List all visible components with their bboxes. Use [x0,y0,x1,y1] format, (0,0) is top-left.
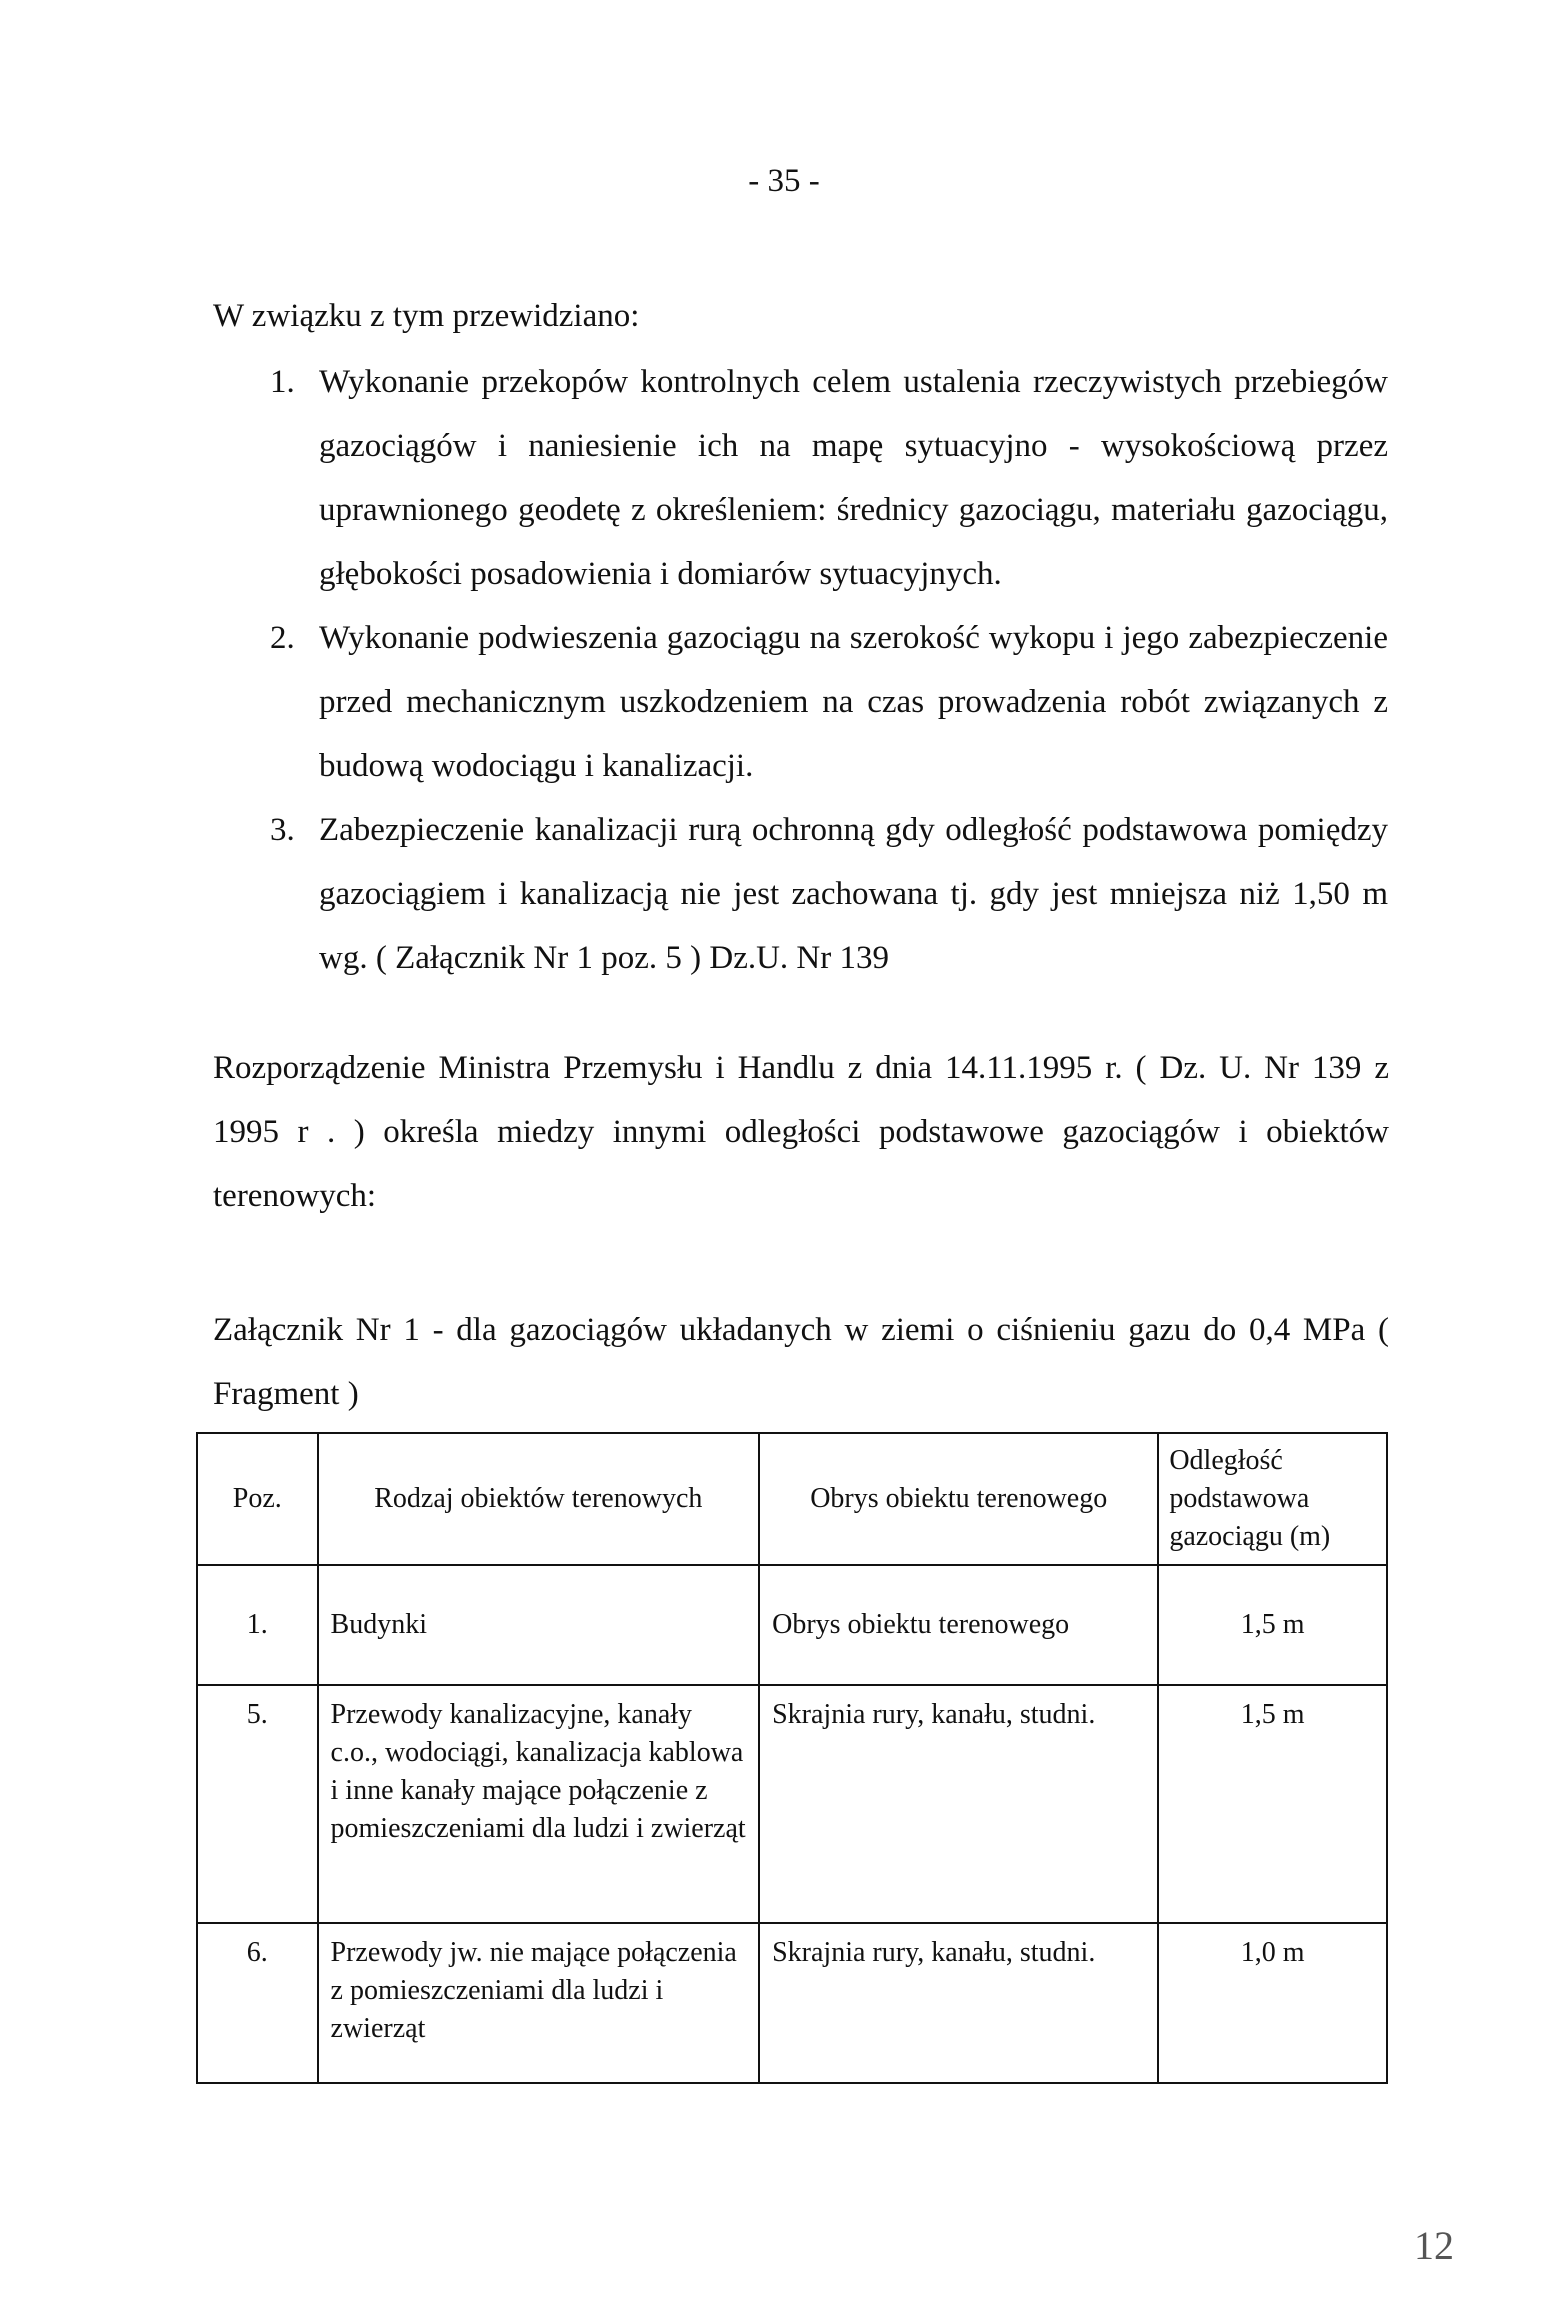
regulation-paragraph: Rozporządzenie Ministra Przemysłu i Handlu z dnia 14.11.1995 r. ( Dz. U. Nr 139 z 1995 r . ) określa miedzy innymi odległości podstawowe gazociągów i obiektów terenowych: [213,1050,1389,1214]
list-item [270,798,1388,990]
cell-pos: 1. [197,1565,318,1685]
header-distance: Odległość podstawowa gazociągu (m) [1158,1433,1387,1565]
cell-object-type: Budynki [318,1565,760,1685]
annex-title: Załącznik Nr 1 - dla gazociągów układanych w ziemi o ciśnieniu gazu do 0,4 MPa ( Fragment ) [213,1312,1389,1412]
list-item-text: Wykonanie przekopów kontrolnych celem ustalenia rzeczywistych przebiegów gazociągów i naniesienie ich na mapę sytuacyjno - wysokościową przez uprawnionego geodetę z określeniem: średnicy gazociągu, materiału gazociągu, głębokości posadowienia i domiarów sytuacyjnych. [319,364,1388,592]
list-item-text: Wykonanie podwieszenia gazociągu na szerokość wykopu i jego zabezpieczenie przed mechanicznym uszkodzeniem na czas prowadzenia robót związanych z budową wodociągu i kanalizacji. [319,620,1388,784]
cell-outline: Skrajnia rury, kanału, studni. [759,1923,1158,2083]
provisions-list [270,350,1388,990]
cell-object-type: Przewody kanalizacyjne, kanały c.o., wodociągi, kanalizacja kablowa i inne kanały mające połączenie z pomieszczeniami dla ludzi i zwierząt [318,1685,760,1923]
cell-distance: 1,5 m [1158,1565,1387,1685]
header-object-type: Rodzaj obiektów terenowych [318,1433,760,1565]
cell-outline: Skrajnia rury, kanału, studni. [759,1685,1158,1923]
intro-text: W związku z tym przewidziano: [213,298,640,334]
cell-outline: Obrys obiektu terenowego [759,1565,1158,1685]
table-row [197,1923,1387,2083]
list-item-number: 1. [270,364,295,400]
page-number: - 35 - [748,163,820,199]
list-item-number: 3. [270,812,295,848]
header-outline: Obrys obiektu terenowego [759,1433,1158,1565]
cell-pos: 5. [197,1685,318,1923]
list-item [270,350,1388,606]
cell-distance: 1,0 m [1158,1923,1387,2083]
list-item [270,606,1388,798]
table-header-row [197,1433,1387,1565]
cell-object-type: Przewody jw. nie mające połączenia z pomieszczeniami dla ludzi i zwierząt [318,1923,760,2083]
table-row [197,1685,1387,1923]
corner-page-mark: 12 [1414,2223,1454,2268]
header-pos: Poz. [197,1433,318,1565]
table-row [197,1565,1387,1685]
list-item-text: Zabezpieczenie kanalizacji rurą ochronną gdy odległość podstawowa pomiędzy gazociągiem i kanalizacją nie jest zachowana tj. gdy jest mniejsza niż 1,50 m wg. ( Załącznik Nr 1 poz. 5 ) Dz.U. Nr 139 [319,812,1388,976]
cell-pos: 6. [197,1923,318,2083]
distances-table [196,1432,1388,2084]
list-item-number: 2. [270,620,295,656]
cell-distance: 1,5 m [1158,1685,1387,1923]
